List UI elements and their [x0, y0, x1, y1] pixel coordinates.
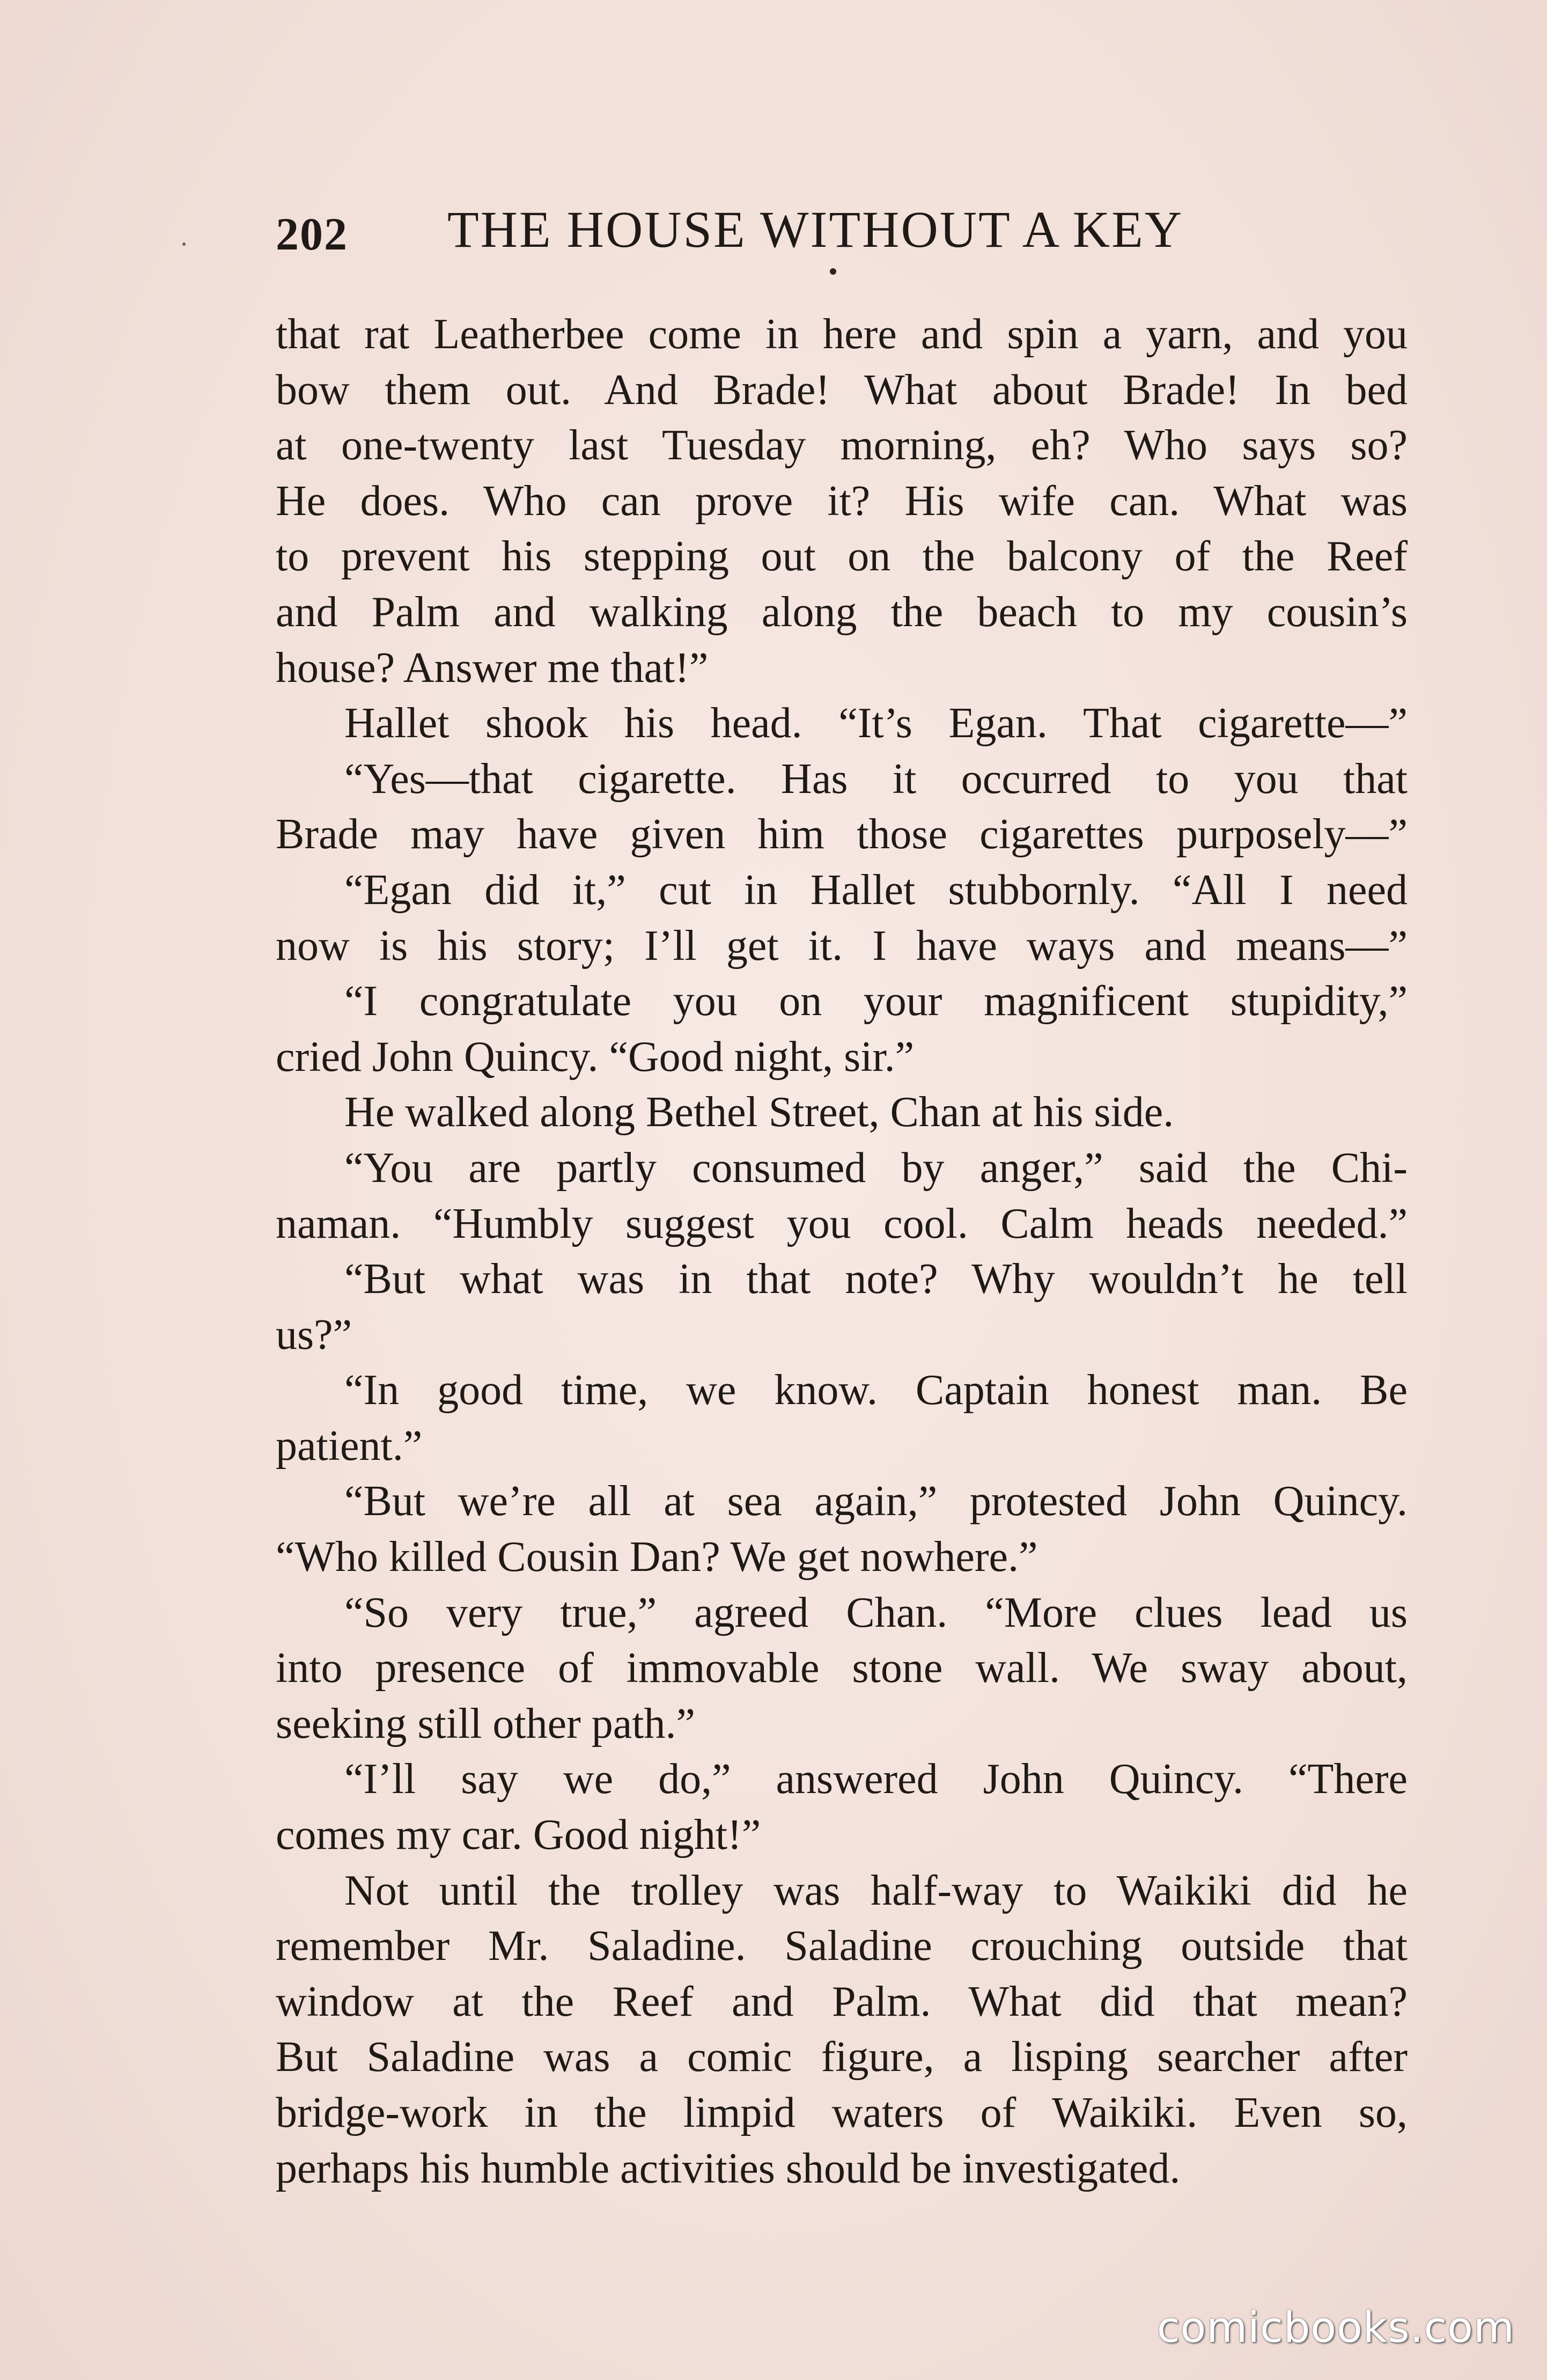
- text-line: “I congratulate you on your magnificent stupidity,”: [344, 978, 1408, 1025]
- text-line: remember Mr. Saladine. Saladine crouching outside that: [276, 1922, 1408, 1970]
- body-text: [276, 307, 1408, 2197]
- margin-mark: [182, 243, 186, 246]
- text-line: He does. Who can prove it? His wife can. What was: [276, 477, 1408, 525]
- text-line: at one-twenty last Tuesday morning, eh? Who says so?: [276, 422, 1408, 469]
- text-line: into presence of immovable stone wall. We sway about,: [276, 1644, 1408, 1692]
- text-line: patient.”: [276, 1422, 423, 1470]
- text-line: “Yes—that cigarette. Has it occurred to you that: [344, 755, 1408, 803]
- text-line: that rat Leatherbee come in here and spin a yarn, and you: [276, 311, 1408, 358]
- text-line: us?”: [276, 1311, 352, 1358]
- page-number: 202: [276, 208, 348, 260]
- running-title: THE HOUSE WITHOUT A KEY: [447, 201, 1184, 258]
- page-header: [276, 200, 1408, 264]
- text-line: But Saladine was a comic figure, a lisping searcher after: [276, 2033, 1408, 2081]
- text-line: “I’ll say we do,” answered John Quincy. “There: [344, 1755, 1408, 1803]
- text-line: “Egan did it,” cut in Hallet stubbornly. “All I need: [344, 866, 1408, 914]
- text-line: Brade may have given him those cigarettes purposely—”: [276, 811, 1408, 858]
- text-line: now is his story; I’ll get it. I have ways and means—”: [276, 922, 1408, 969]
- text-line: Not until the trolley was half-way to Waikiki did he: [344, 1867, 1408, 1914]
- text-line: cried John Quincy. “Good night, sir.”: [276, 1033, 915, 1081]
- text-line: to prevent his stepping out on the balcony of the Reef: [276, 533, 1408, 581]
- text-line: window at the Reef and Palm. What did that mean?: [276, 1978, 1408, 2025]
- text-line: He walked along Bethel Street, Chan at his side.: [344, 1089, 1174, 1136]
- text-line: “In good time, we know. Captain honest man. Be: [344, 1367, 1408, 1414]
- text-line: bow them out. And Brade! What about Brade! In bed: [276, 366, 1408, 414]
- text-line: perhaps his humble activities should be investigated.: [276, 2144, 1181, 2192]
- text-line: “You are partly consumed by anger,” said the Chi-: [344, 1144, 1408, 1192]
- watermark: comicbooks.com: [1156, 2304, 1515, 2352]
- text-line: house? Answer me that!”: [276, 644, 709, 692]
- text-line: bridge-work in the limpid waters of Waikiki. Even so,: [276, 2089, 1408, 2136]
- text-line: comes my car. Good night!”: [276, 1811, 761, 1859]
- text-line: Hallet shook his head. “It’s Egan. That cigarette—”: [344, 700, 1408, 747]
- text-line: “But we’re all at sea again,” protested John Quincy.: [344, 1478, 1408, 1525]
- text-line: “So very true,” agreed Chan. “More clues lead us: [344, 1589, 1408, 1636]
- text-line: seeking still other path.”: [276, 1700, 696, 1747]
- text-line: “Who killed Cousin Dan? We get nowhere.”: [276, 1533, 1038, 1581]
- text-line: naman. “Humbly suggest you cool. Calm heads needed.”: [276, 1200, 1408, 1247]
- header-ornament-dot: [830, 268, 836, 275]
- text-line: “But what was in that note? Why wouldn’t he tell: [344, 1255, 1408, 1303]
- text-line: and Palm and walking along the beach to my cousin’s: [276, 588, 1408, 636]
